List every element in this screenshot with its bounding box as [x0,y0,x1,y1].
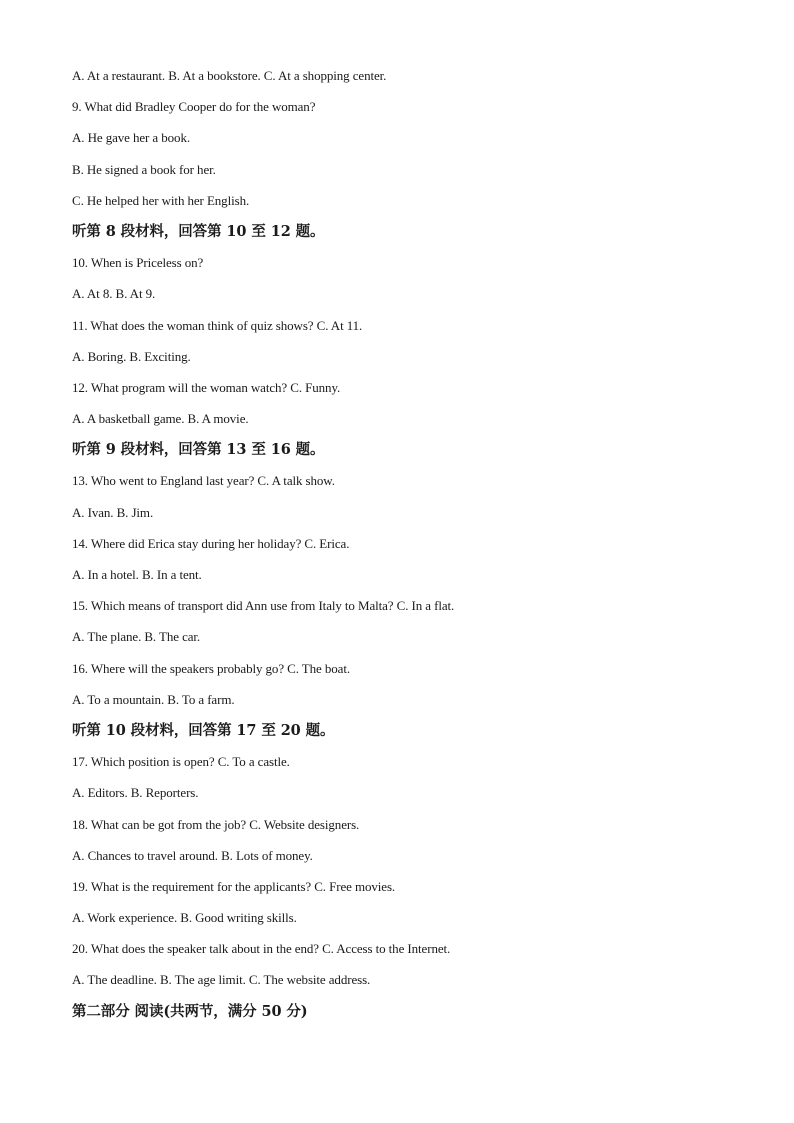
option-line: A. Work experience. B. Good writing skills. [72,910,297,926]
option-line: A. The deadline. B. The age limit. C. The website address. [72,972,371,988]
question-10: 10. When is Priceless on? [72,255,204,271]
option-line: A. Boring. B. Exciting. [72,348,191,364]
part-two-heading: 第二部分 阅读(共两节，满分 50 分) [72,1002,308,1020]
question-19: 19. What is the requirement for the applicants? C. Free movies. [72,878,396,894]
section-heading-passage-8: 听第 8 段材料，回答第 10 至 12 题。 [72,222,325,240]
option-line: A. Editors. B. Reporters. [72,785,199,801]
document-page [72,64,752,1031]
option-line: A. The plane. B. The car. [72,629,201,645]
section-heading-passage-9: 听第 9 段材料，回答第 13 至 16 题。 [72,441,325,459]
option-line: A. In a hotel. B. In a tent. [72,567,202,582]
question-11: 11. What does the woman think of quiz shows? C. At 11. [72,317,363,333]
question-16: 16. Where will the speakers probably go? C. The boat. [72,660,350,676]
option-line: A. Chances to travel around. B. Lots of money. [72,847,313,863]
option-line: A. At 8. B. At 9. [72,286,156,302]
question-12: 12. What program will the woman watch? C. Funny. [72,379,341,395]
option-line: A. To a mountain. B. To a farm. [72,691,235,707]
question-15: 15. Which means of transport did Ann use from Italy to Malta? C. In a flat. [72,598,455,614]
option-line: C. He helped her with her English. [72,192,250,208]
question-9: 9. What did Bradley Cooper do for the woman? [72,99,316,115]
option-line: A. Ivan. B. Jim. [72,504,154,520]
option-line: A. He gave her a book. [72,130,191,146]
question-20: 20. What does the speaker talk about in the end? C. Access to the Internet. [72,941,451,957]
question-14: 14. Where did Erica stay during her holiday? C. Erica. [72,535,350,551]
question-18: 18. What can be got from the job? C. Website designers. [72,816,360,832]
option-line: B. He signed a book for her. [72,161,216,177]
question-13: 13. Who went to England last year? C. A talk show. [72,473,335,489]
option-line: A. A basketball game. B. A movie. [72,411,249,427]
section-heading-passage-10: 听第 10 段材料，回答第 17 至 20 题。 [72,721,335,739]
question-17: 17. Which position is open? C. To a castle. [72,754,290,770]
answer-options-q8: A. At a restaurant. B. At a bookstore. C. At a shopping center. [72,68,387,83]
